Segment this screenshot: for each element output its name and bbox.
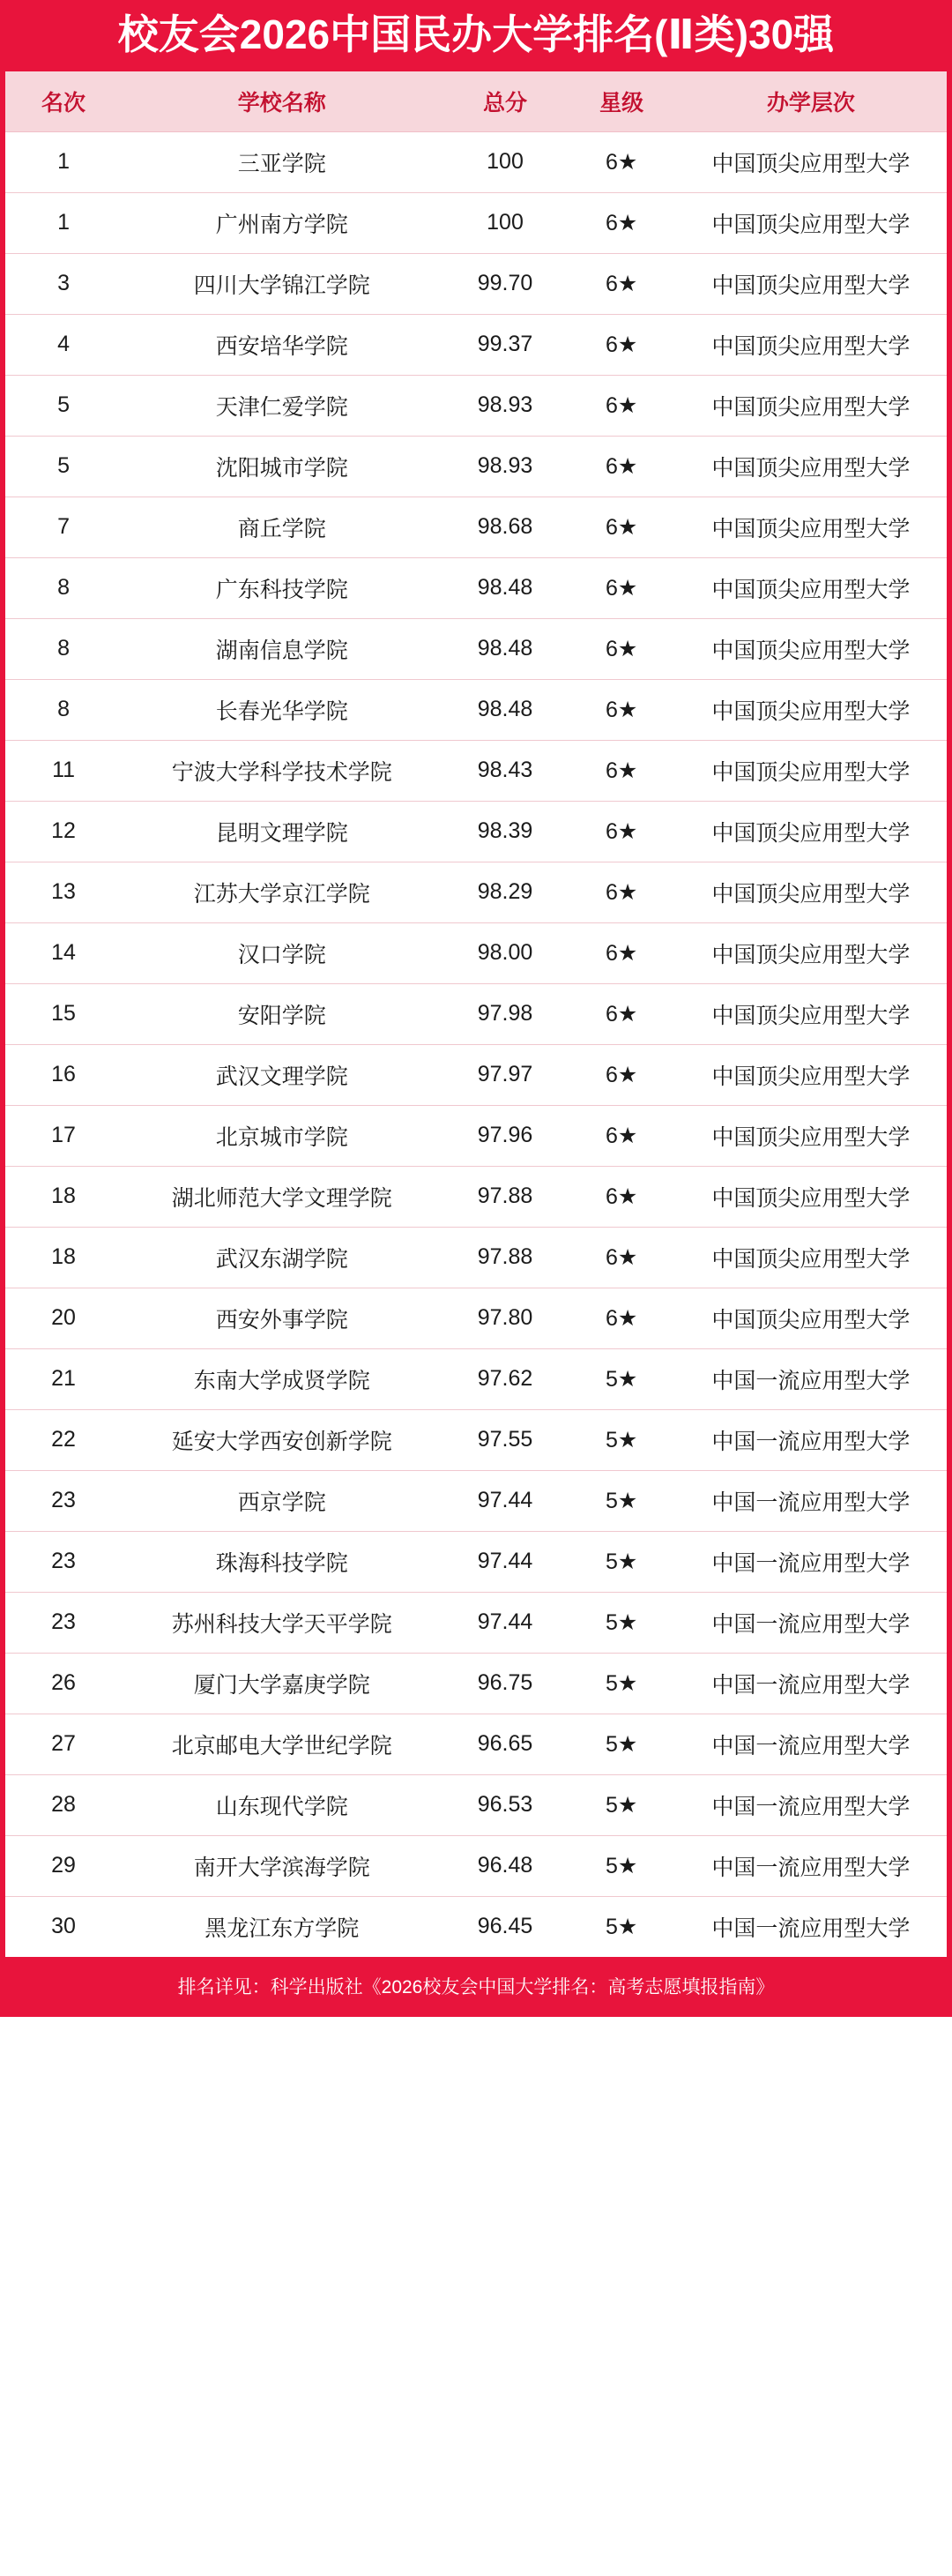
cell-star: 6★ [569,1044,675,1105]
cell-level: 中国顶尖应用型大学 [675,922,947,983]
cell-rank: 13 [5,862,122,922]
cell-rank: 16 [5,1044,122,1105]
page-title: 校友会2026中国民办大学排名(Ⅱ类)30强 [5,0,947,71]
table-row [5,1774,947,1835]
column-header-rank: 名次 [5,71,122,132]
cell-rank: 23 [5,1470,122,1531]
cell-score: 97.96 [442,1105,568,1166]
cell-name: 西安外事学院 [122,1288,442,1348]
table-row [5,801,947,862]
column-header-name: 学校名称 [122,71,442,132]
table-row [5,983,947,1044]
cell-rank: 8 [5,618,122,679]
cell-level: 中国顶尖应用型大学 [675,1288,947,1348]
table-row [5,192,947,253]
cell-level: 中国一流应用型大学 [675,1348,947,1409]
cell-name: 沈阳城市学院 [122,436,442,497]
cell-name: 长春光华学院 [122,679,442,740]
cell-star: 6★ [569,131,675,192]
cell-name: 四川大学锦江学院 [122,253,442,314]
cell-score: 97.44 [442,1470,568,1531]
cell-star: 6★ [569,801,675,862]
cell-score: 98.43 [442,740,568,801]
cell-score: 96.65 [442,1714,568,1774]
cell-score: 98.48 [442,557,568,618]
cell-name: 湖南信息学院 [122,618,442,679]
cell-rank: 14 [5,922,122,983]
cell-rank: 29 [5,1835,122,1896]
cell-score: 96.45 [477,1914,533,1939]
table-row [5,1714,947,1774]
cell-rank: 21 [5,1348,122,1409]
cell-score: 96.48 [442,1835,568,1896]
cell-level: 中国顶尖应用型大学 [675,740,947,801]
cell-star: 5★ [569,1774,675,1835]
cell-score: 97.98 [442,983,568,1044]
cell-star: 5★ [569,1531,675,1592]
cell-star: 6★ [569,862,675,922]
cell-level: 中国顶尖应用型大学 [675,192,947,253]
cell-name: 西京学院 [122,1470,442,1531]
cell-level: 中国顶尖应用型大学 [675,497,947,557]
cell-level: 中国顶尖应用型大学 [675,1044,947,1105]
cell-name: 宁波大学科学技术学院 [122,740,442,801]
cell-star: 5★ [569,1653,675,1714]
table-body [5,131,947,1957]
cell-name: 三亚学院 [122,131,442,192]
cell-name: 山东现代学院 [122,1774,442,1835]
cell-rank: 23 [5,1592,122,1653]
cell-rank: 3 [5,253,122,314]
table-row [5,1531,947,1592]
cell-level: 中国顶尖应用型大学 [675,679,947,740]
cell-score: 98.39 [442,801,568,862]
cell-rank: 18 [5,1227,122,1288]
cell-star: 6★ [569,922,675,983]
cell-name: 广东科技学院 [122,557,442,618]
cell-score: 96.75 [442,1653,568,1714]
cell-star: 6★ [569,436,675,497]
cell-name: 西安培华学院 [122,314,442,375]
table-row [5,1348,947,1409]
cell-score: 97.80 [442,1288,568,1348]
cell-name: 武汉文理学院 [122,1044,442,1105]
cell-star: 6★ [569,1288,675,1348]
cell-rank: 23 [5,1531,122,1592]
cell-star: 5★ [605,1914,638,1939]
cell-star: 5★ [569,1835,675,1896]
cell-level: 中国一流应用型大学 [675,1774,947,1835]
cell-name: 延安大学西安创新学院 [122,1409,442,1470]
cell-level: 中国顶尖应用型大学 [675,314,947,375]
cell-level: 中国一流应用型大学 [675,1531,947,1592]
cell-rank: 30 [51,1914,76,1939]
cell-rank: 22 [5,1409,122,1470]
cell-score: 96.53 [442,1774,568,1835]
cell-rank: 17 [5,1105,122,1166]
cell-rank: 11 [5,740,122,801]
cell-star: 6★ [569,679,675,740]
table-row [5,740,947,801]
cell-level: 中国顶尖应用型大学 [675,801,947,862]
table-row [5,131,947,192]
cell-rank: 20 [5,1288,122,1348]
cell-star: 6★ [569,557,675,618]
table-row [5,1835,947,1896]
cell-score: 98.48 [442,679,568,740]
cell-name: 广州南方学院 [122,192,442,253]
cell-rank: 8 [5,557,122,618]
cell-score: 97.88 [442,1227,568,1288]
table-row [5,1896,947,1957]
cell-star: 6★ [569,1227,675,1288]
cell-name: 南开大学滨海学院 [122,1835,442,1896]
cell-star: 6★ [569,618,675,679]
table-row [5,557,947,618]
table-row [5,1409,947,1470]
cell-score: 97.44 [442,1531,568,1592]
cell-level: 中国一流应用型大学 [675,1470,947,1531]
cell-level: 中国一流应用型大学 [675,1653,947,1714]
cell-level: 中国顶尖应用型大学 [675,436,947,497]
cell-score: 97.62 [442,1348,568,1409]
cell-score: 100 [442,131,568,192]
cell-name: 天津仁爱学院 [122,375,442,436]
table-row [5,1105,947,1166]
cell-rank: 1 [5,192,122,253]
table-header [5,71,947,132]
table-row [5,314,947,375]
cell-name: 北京邮电大学世纪学院 [122,1714,442,1774]
cell-level: 中国顶尖应用型大学 [675,131,947,192]
cell-level: 中国顶尖应用型大学 [675,1166,947,1227]
table-row [5,1470,947,1531]
cell-score: 98.29 [442,862,568,922]
cell-rank: 15 [5,983,122,1044]
cell-rank: 5 [5,436,122,497]
table-row [5,497,947,557]
cell-star: 5★ [569,1348,675,1409]
cell-name: 昆明文理学院 [122,801,442,862]
table-row [5,1288,947,1348]
table-row [5,1653,947,1714]
cell-score: 100 [442,192,568,253]
ranking-table [5,71,947,1957]
cell-star: 6★ [569,497,675,557]
cell-star: 6★ [569,983,675,1044]
cell-level: 中国顶尖应用型大学 [675,375,947,436]
cell-rank: 26 [5,1653,122,1714]
cell-score: 99.37 [442,314,568,375]
table-row [5,1227,947,1288]
cell-level: 中国一流应用型大学 [675,1835,947,1896]
table-row [5,1592,947,1653]
cell-name: 黑龙江东方学院 [205,1915,360,1941]
cell-name: 珠海科技学院 [122,1531,442,1592]
column-header-star: 星级 [569,71,675,132]
cell-star: 5★ [569,1470,675,1531]
cell-level: 中国顶尖应用型大学 [675,983,947,1044]
table-row [5,922,947,983]
table-row [5,679,947,740]
cell-star: 5★ [569,1592,675,1653]
cell-level: 中国一流应用型大学 [675,1409,947,1470]
cell-name: 安阳学院 [122,983,442,1044]
cell-level: 中国顶尖应用型大学 [675,557,947,618]
cell-star: 6★ [569,192,675,253]
cell-level: 中国顶尖应用型大学 [675,253,947,314]
cell-level: 中国顶尖应用型大学 [675,1105,947,1166]
cell-name: 苏州科技大学天平学院 [122,1592,442,1653]
table-row [5,1044,947,1105]
cell-name: 商丘学院 [122,497,442,557]
cell-score: 98.00 [442,922,568,983]
table-row [5,253,947,314]
cell-level: 中国一流应用型大学 [711,1915,911,1941]
cell-score: 98.48 [442,618,568,679]
cell-level: 中国一流应用型大学 [675,1714,947,1774]
table-row [5,1166,947,1227]
cell-star: 6★ [569,375,675,436]
footer-note: 排名详见：科学出版社《2026校友会中国大学排名：高考志愿填报指南》 [5,1957,947,2017]
column-header-level: 办学层次 [675,71,947,132]
column-header-score: 总分 [442,71,568,132]
cell-rank: 8 [5,679,122,740]
table-row [5,618,947,679]
cell-name: 厦门大学嘉庚学院 [122,1653,442,1714]
table-header-row [5,71,947,132]
cell-star: 6★ [569,1105,675,1166]
cell-name: 湖北师范大学文理学院 [122,1166,442,1227]
cell-score: 98.93 [442,436,568,497]
cell-rank: 7 [5,497,122,557]
cell-level: 中国顶尖应用型大学 [675,862,947,922]
cell-star: 6★ [569,253,675,314]
cell-score: 97.88 [442,1166,568,1227]
cell-star: 6★ [569,1166,675,1227]
cell-level: 中国顶尖应用型大学 [675,618,947,679]
table-row [5,862,947,922]
cell-star: 6★ [569,740,675,801]
cell-rank: 4 [5,314,122,375]
cell-level: 中国一流应用型大学 [675,1592,947,1653]
cell-score: 98.68 [442,497,568,557]
cell-rank: 12 [5,801,122,862]
cell-score: 97.97 [442,1044,568,1105]
table-row [5,436,947,497]
cell-name: 江苏大学京江学院 [122,862,442,922]
cell-rank: 18 [5,1166,122,1227]
cell-name: 武汉东湖学院 [122,1227,442,1288]
cell-name: 北京城市学院 [122,1105,442,1166]
cell-star: 5★ [569,1409,675,1470]
cell-star: 6★ [569,314,675,375]
cell-rank: 1 [5,131,122,192]
cell-score: 99.70 [442,253,568,314]
cell-rank: 28 [5,1774,122,1835]
cell-level: 中国顶尖应用型大学 [675,1227,947,1288]
cell-name: 汉口学院 [122,922,442,983]
table-row [5,375,947,436]
cell-rank: 5 [5,375,122,436]
cell-score: 97.55 [442,1409,568,1470]
cell-score: 98.93 [442,375,568,436]
cell-score: 97.44 [442,1592,568,1653]
cell-name: 东南大学成贤学院 [122,1348,442,1409]
cell-rank: 27 [5,1714,122,1774]
cell-star: 5★ [569,1714,675,1774]
